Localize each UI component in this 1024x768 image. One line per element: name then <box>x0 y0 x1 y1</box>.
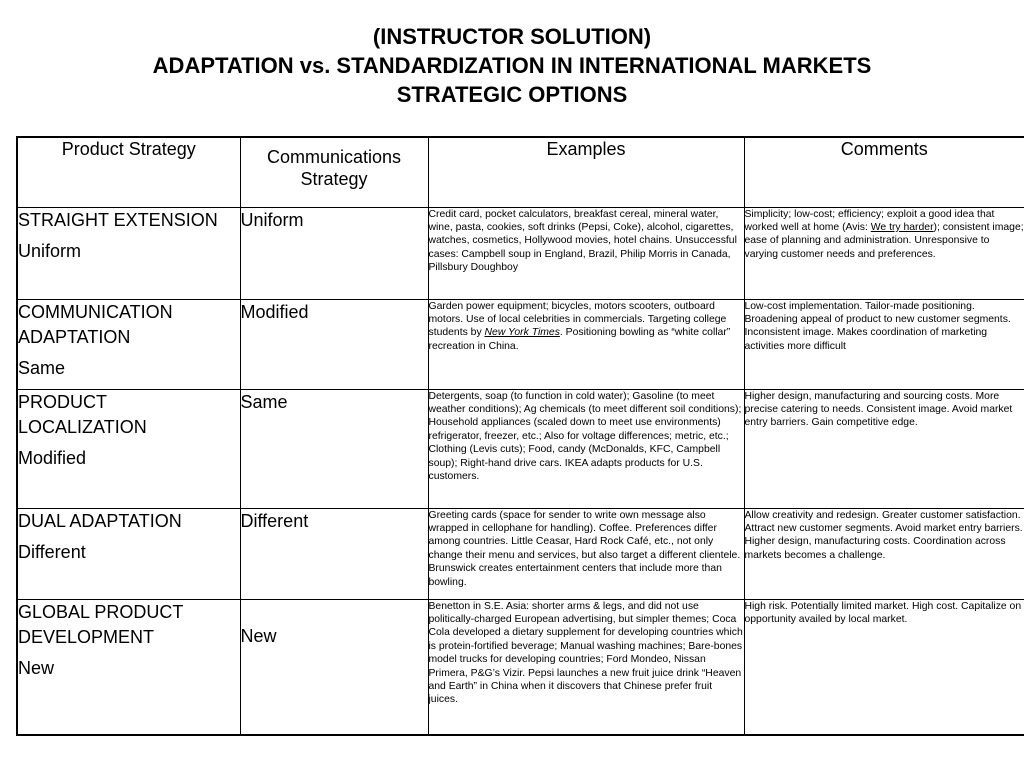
product-value: Different <box>18 541 86 562</box>
comments-cell: Low-cost implementation. Tailor-made positioning. Broadening appeal of product to new customer segments. Inconsistent image. Makes coordination of marketing activities more difficult <box>744 299 1024 389</box>
product-strategy-cell <box>17 389 240 508</box>
communications-cell: New <box>240 599 428 735</box>
product-strategy-cell <box>17 599 240 735</box>
product-value: Uniform <box>18 240 82 261</box>
comments-cell: Higher design, manufacturing and sourcing costs. More precise catering to needs. Consistent image. Avoid market entry barriers. Gain competitive edge. <box>744 389 1024 508</box>
table-row <box>17 389 1024 508</box>
strategy-name: GLOBAL PRODUCT DEVELOPMENT <box>18 601 184 647</box>
title-line-1: (INSTRUCTOR SOLUTION) <box>372 24 652 49</box>
header-communications-strategy: Communications Strategy <box>240 137 428 207</box>
product-strategy-cell <box>17 207 240 299</box>
communications-cell: Same <box>240 389 428 508</box>
examples-cell: Benetton in S.E. Asia: shorter arms & legs, and did not use politically-charged European advertising, but simpler themes; Coca Cola developed a dietary supplement for developing countries which is protein-fortified beverage; Manual washing machines; Bare-bones model trucks for developing countries; Ford Mondeo, Nissan Primera, P&G’s Vizir. Pepsi launches a new fruit juice drink “Heaven and Earth” in China when it discovers that Chinese prefer fruit juices. <box>428 599 744 735</box>
communications-cell: Different <box>240 508 428 599</box>
examples-cell <box>428 299 744 389</box>
product-strategy-cell <box>17 508 240 599</box>
strategy-name: DUAL ADAPTATION <box>18 510 182 531</box>
product-value: Same <box>18 357 66 378</box>
comments-cell <box>744 207 1024 299</box>
title-line-3: STRATEGIC OPTIONS <box>396 82 628 107</box>
comments-text: Simplicity; low-cost; efficiency; exploit a good idea that worked well at home (Avis: <box>744 208 995 233</box>
comments-cell: Allow creativity and redesign. Greater customer satisfaction. Attract new customer segments. Avoid market entry barriers. Higher design, manufacturing costs. Coordination across markets becomes a challenge. <box>744 508 1024 599</box>
table-header-row <box>17 137 1024 207</box>
table-row <box>17 599 1024 735</box>
strategy-table <box>16 136 1024 736</box>
examples-cell: Credit card, pocket calculators, breakfast cereal, mineral water, wine, pasta, cookies, soft drinks (Pepsi, Coke), alcohol, cigarettes, watches, cosmetics, Hollywood movies, hotel chains. Unsuccessful cases: Campbell soup in England, Brazil, Philip Morris in Canada, Pillsbury Doughboy <box>428 207 744 299</box>
table-row <box>17 299 1024 389</box>
title-line-2: ADAPTATION vs. STANDARDIZATION IN INTERNATIONAL MARKETS <box>152 53 872 78</box>
page-title <box>0 22 1024 109</box>
avis-slogan-text: We try harder <box>870 221 934 233</box>
product-value: Modified <box>18 447 87 468</box>
new-york-times-text: New York Times <box>484 327 560 339</box>
examples-cell: Greeting cards (space for sender to write own message also wrapped in cellophane for handling). Coffee. Preferences differ among countries. Little Ceasar, Hard Rock Café, etc., not only change their menu and services, but also target a different clientele. Brunswick creates entertainment centers that include more than bowling. <box>428 508 744 599</box>
product-strategy-cell <box>17 299 240 389</box>
product-value: New <box>18 657 55 678</box>
strategy-name: COMMUNICATION ADAPTATION <box>18 301 173 347</box>
communications-cell: Modified <box>240 299 428 389</box>
strategy-name: STRAIGHT EXTENSION <box>18 209 218 230</box>
communications-cell: Uniform <box>240 207 428 299</box>
comments-cell: High risk. Potentially limited market. High cost. Capitalize on opportunity availed by local market. <box>744 599 1024 735</box>
strategy-name: PRODUCT LOCALIZATION <box>18 391 147 437</box>
comments-text-end: ); consistent image; ease of planning and administration. Unresponsive to varying customer needs and preferences. <box>744 221 1024 260</box>
examples-text-end: . Positioning bowling as “white collar” recreation in China. <box>428 327 731 352</box>
header-examples: Examples <box>428 137 744 207</box>
examples-cell: Detergents, soap (to function in cold water); Gasoline (to meet weather conditions); Ag chemicals (to meet different soil conditions); Household appliances (scaled down to meet use environments) refrigerator, freezer, etc.; Also for voltage differences; metric, etc.; Clothing (Levis cuts); Food, candy (McDonalds, KFC, Campbell soup); Right-hand drive cars. IKEA adapts products for U.S. customers. <box>428 389 744 508</box>
header-product-strategy: Product Strategy <box>17 137 240 207</box>
header-comments: Comments <box>744 137 1024 207</box>
table-row <box>17 508 1024 599</box>
table-row <box>17 207 1024 299</box>
examples-text: Garden power equipment; bicycles, motors scooters, outboard motors. Use of local celebrities in commercials. Targeting college students by <box>428 300 727 339</box>
